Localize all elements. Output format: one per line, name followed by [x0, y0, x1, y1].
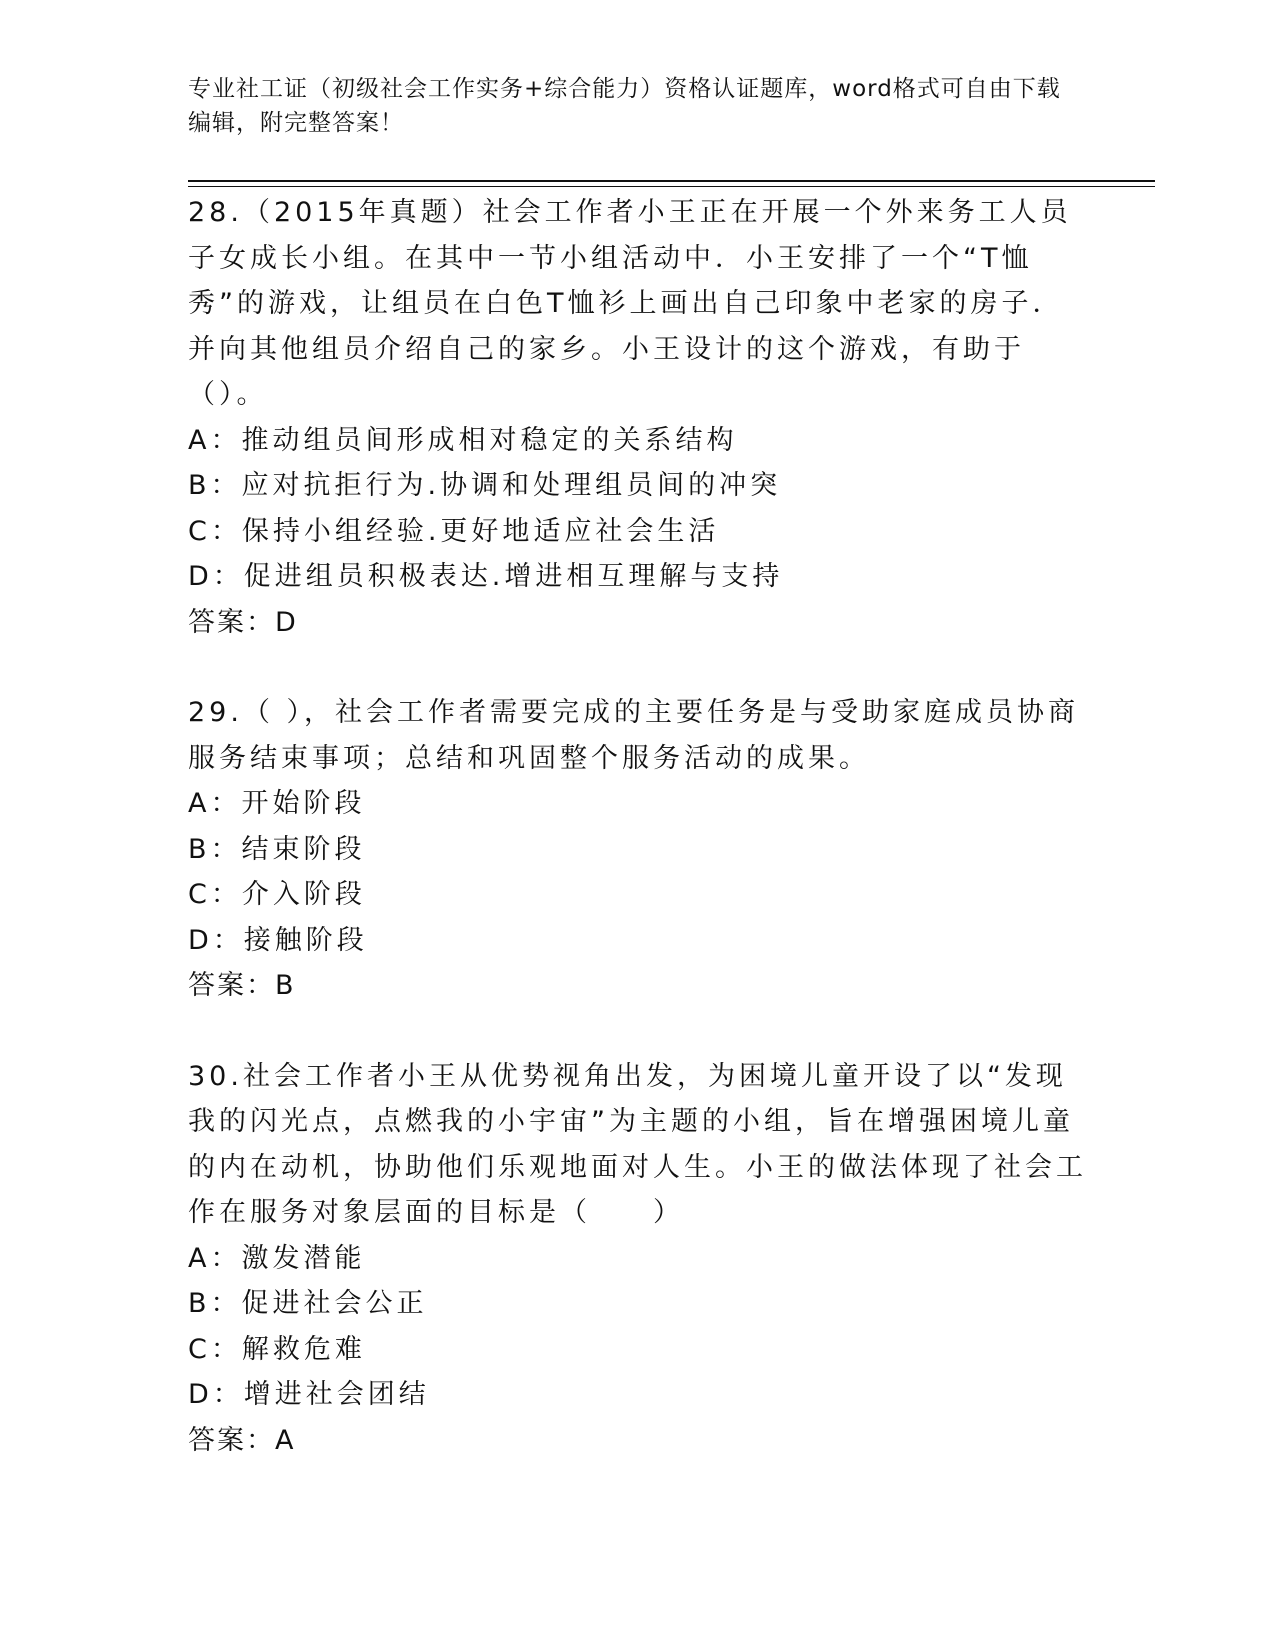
option-a: A：推动组员间形成相对稳定的关系结构 — [188, 424, 738, 456]
question-spacer — [188, 645, 1088, 690]
answer-label: 答案：A — [188, 1424, 296, 1456]
option-c: C：保持小组经验.更好地适应社会生活 — [188, 515, 720, 547]
document-header — [188, 72, 1088, 140]
option-b: B：促进社会公正 — [188, 1288, 428, 1319]
option-c: C：解救危难 — [188, 1333, 366, 1365]
option-c: C：介入阶段 — [188, 879, 366, 910]
option-d: D：接触阶段 — [188, 924, 368, 956]
question-list — [188, 190, 1088, 1463]
header-divider-thin — [188, 186, 1155, 187]
option-b: B：应对抗拒行为.协调和处理组员间的冲突 — [188, 470, 782, 501]
answer-label: 答案：D — [188, 606, 298, 638]
question-stem: 28.（2015年真题）社会工作者小王正在开展一个外来务工人员子女成长小组。在其中一节小组活动中．小王安排了一个“T恤秀”的游戏，让组员在白色T恤衫上画出自己印象中老家的房子．并向其他组员介绍自己的家乡。小王设计的这个游戏，有助于（）。 — [188, 197, 1072, 410]
option-a: A：激发潜能 — [188, 1242, 366, 1274]
option-d: D：增进社会团结 — [188, 1379, 430, 1410]
question-29 — [188, 690, 1088, 1009]
option-b: B：结束阶段 — [188, 833, 366, 865]
question-spacer — [188, 1009, 1088, 1054]
header-divider-thick — [188, 180, 1155, 182]
question-stem: 30.社会工作者小王从优势视角出发，为困境儿童开设了以“发现我的闪光点，点燃我的小宇宙”为主题的小组，旨在增强困境儿童的内在动机，协助他们乐观地面对人生。小王的做法体现了社会工作在服务对象层面的目标是（ ） — [188, 1060, 1087, 1228]
question-30 — [188, 1054, 1088, 1464]
header-line-1: 专业社工证（初级社会工作实务+综合能力）资格认证题库，word格式可自由下载 — [188, 76, 1061, 102]
option-a: A：开始阶段 — [188, 788, 366, 819]
option-d: D：促进组员积极表达.增进相互理解与支持 — [188, 561, 784, 592]
question-stem: 29.（ ），社会工作者需要完成的主要任务是与受助家庭成员协商服务结束事项；总结和巩固整个服务活动的成果。 — [188, 697, 1080, 774]
answer-label: 答案：B — [188, 970, 296, 1001]
header-line-2: 编辑，附完整答案！ — [188, 110, 404, 136]
question-28 — [188, 190, 1088, 645]
